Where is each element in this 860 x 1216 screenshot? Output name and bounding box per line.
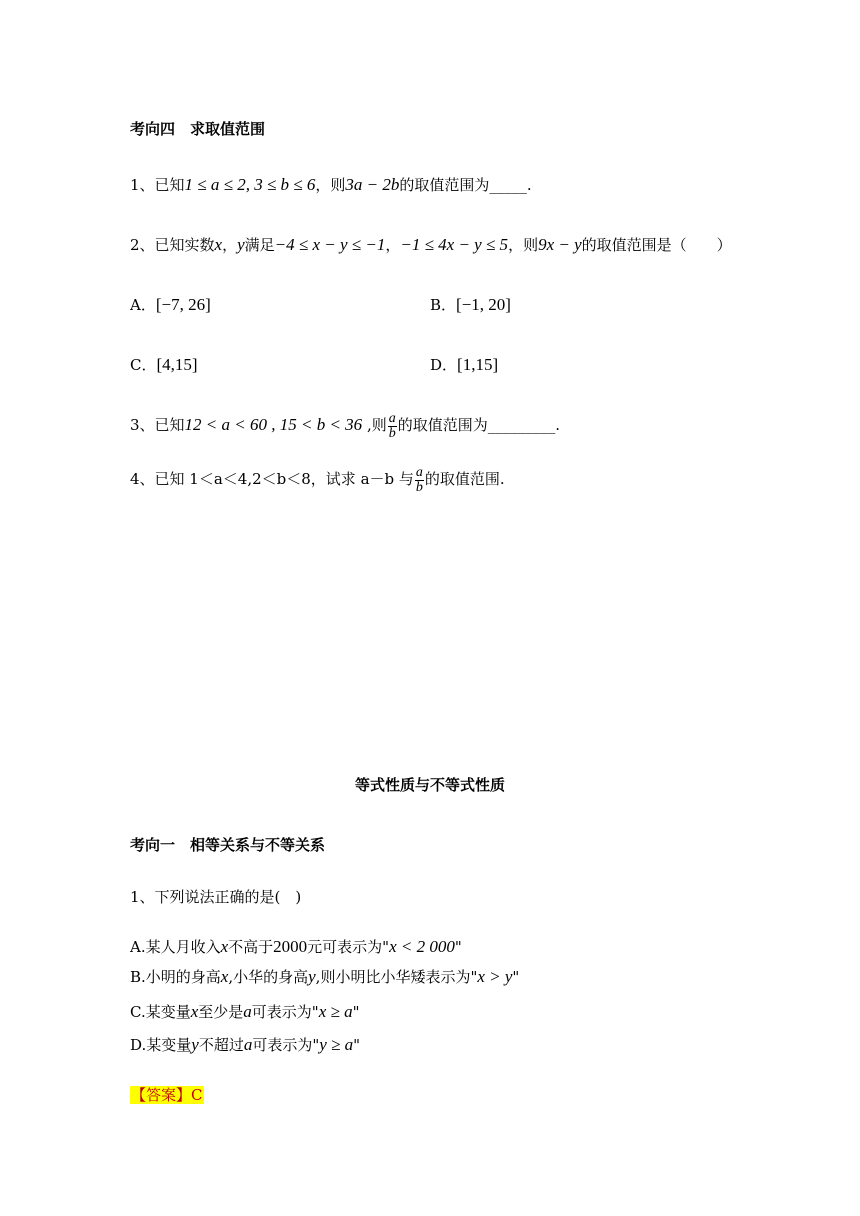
var-x: x [220,967,229,986]
option-label: B． [430,296,457,314]
q2-var-x: x [214,235,223,254]
q3-condition: 12 < a < 60 , 15 < b < 36 [184,415,363,434]
answer-value: C [191,1086,203,1104]
var-y: y [308,967,316,986]
question-2 [130,234,732,256]
q2-tail: 的取值范围是（ ） [581,236,732,254]
fraction-numerator: a [388,410,396,426]
question-3 [130,410,560,441]
q2-condition-1: −4 ≤ x − y ≤ −1 [274,235,386,254]
option-text: B.小明的身高 [130,968,221,986]
q2-expression: 9x − y [538,235,582,254]
q2-option-d [430,354,498,376]
answer-label: 【答案】 [131,1086,192,1104]
q2-then: ，则 [508,236,539,254]
question-4 [130,464,505,495]
relations-option-d [130,1034,360,1056]
option-text: 元可表示为" [307,938,390,956]
var-a: a [243,1035,253,1054]
option-value: [4,15] [156,355,198,374]
option-text: 可表示为" [252,1036,320,1054]
var-a: a [243,1002,252,1021]
var-y: y [191,1035,199,1054]
math-expression: x < 2 000 [389,937,455,956]
q2-comma: ， [222,236,238,254]
option-text: ,则小明比小华矮表示为" [315,968,478,986]
relations-question-stem: 1、下列说法正确的是( ) [130,888,302,906]
var-x: x [220,937,229,956]
q1-expression: 3a − 2b [345,175,400,194]
answer-line [130,1084,204,1106]
q1-prefix: 1、已知 [130,176,185,194]
math-expression: x ≥ a [318,1002,353,1021]
relations-option-c [130,1001,359,1023]
option-text: 可表示为" [251,1003,319,1021]
option-text: " [512,968,520,986]
q2-var-y: y [237,235,245,254]
option-text: C.某变量 [130,1003,191,1021]
relations-option-b [130,966,519,988]
q1-mid: ，则 [315,176,346,194]
fraction-denominator: b [388,425,396,441]
q4-fraction [415,466,424,495]
option-text: 至少是 [198,1003,244,1021]
q1-condition: 1 ≤ a ≤ 2, 3 ≤ b ≤ 6 [184,175,316,194]
relations-option-a [130,936,462,958]
q2-option-c [130,354,198,376]
option-text: " [454,938,462,956]
q2-option-a [130,294,211,316]
var-x: x [190,1002,199,1021]
q1-tail: 的取值范围为_____. [399,176,532,194]
math-expression: x > y [477,967,513,986]
section-heading-relations: 考向一 相等关系与不等关系 [130,836,326,854]
answer-highlight [130,1086,204,1104]
option-text: " [353,1036,361,1054]
option-text: 不高于 [228,938,274,956]
option-text: ,小华的身高 [228,968,309,986]
section-heading-range: 考向四 求取值范围 [130,120,266,138]
q4-text: 4、已知 1＜a＜4,2＜b＜8，试求 a－b 与 [130,470,414,488]
option-text: A.某人月收入 [130,938,221,956]
page-title: 等式性质与不等式性质 [354,776,505,794]
option-text: D.某变量 [130,1036,192,1054]
number: 2000 [273,937,308,956]
option-label: A． [130,296,156,314]
option-label: C． [130,356,157,374]
q2-comma-2: ， [385,236,401,254]
question-1 [130,174,532,196]
math-expression: y ≥ a [319,1035,354,1054]
q4-tail: 的取值范围. [424,470,505,488]
q2-condition-2: −1 ≤ 4x − y ≤ 5 [400,235,509,254]
q2-satisfy: 满足 [244,236,275,254]
q3-fraction [388,412,397,441]
option-label: D． [430,356,458,374]
q3-then: ,则 [362,416,387,434]
option-value: [−7, 26] [155,295,211,314]
q3-prefix: 3、已知 [130,416,185,434]
option-text: 不超过 [198,1036,244,1054]
q2-prefix: 2、已知实数 [130,236,215,254]
q3-tail: 的取值范围为_________. [397,416,561,434]
option-text: " [352,1003,360,1021]
q2-option-b [430,294,511,316]
option-value: [−1, 20] [456,295,511,314]
fraction-denominator: b [415,479,423,495]
fraction-numerator: a [415,464,423,480]
option-value: [1,15] [457,355,499,374]
